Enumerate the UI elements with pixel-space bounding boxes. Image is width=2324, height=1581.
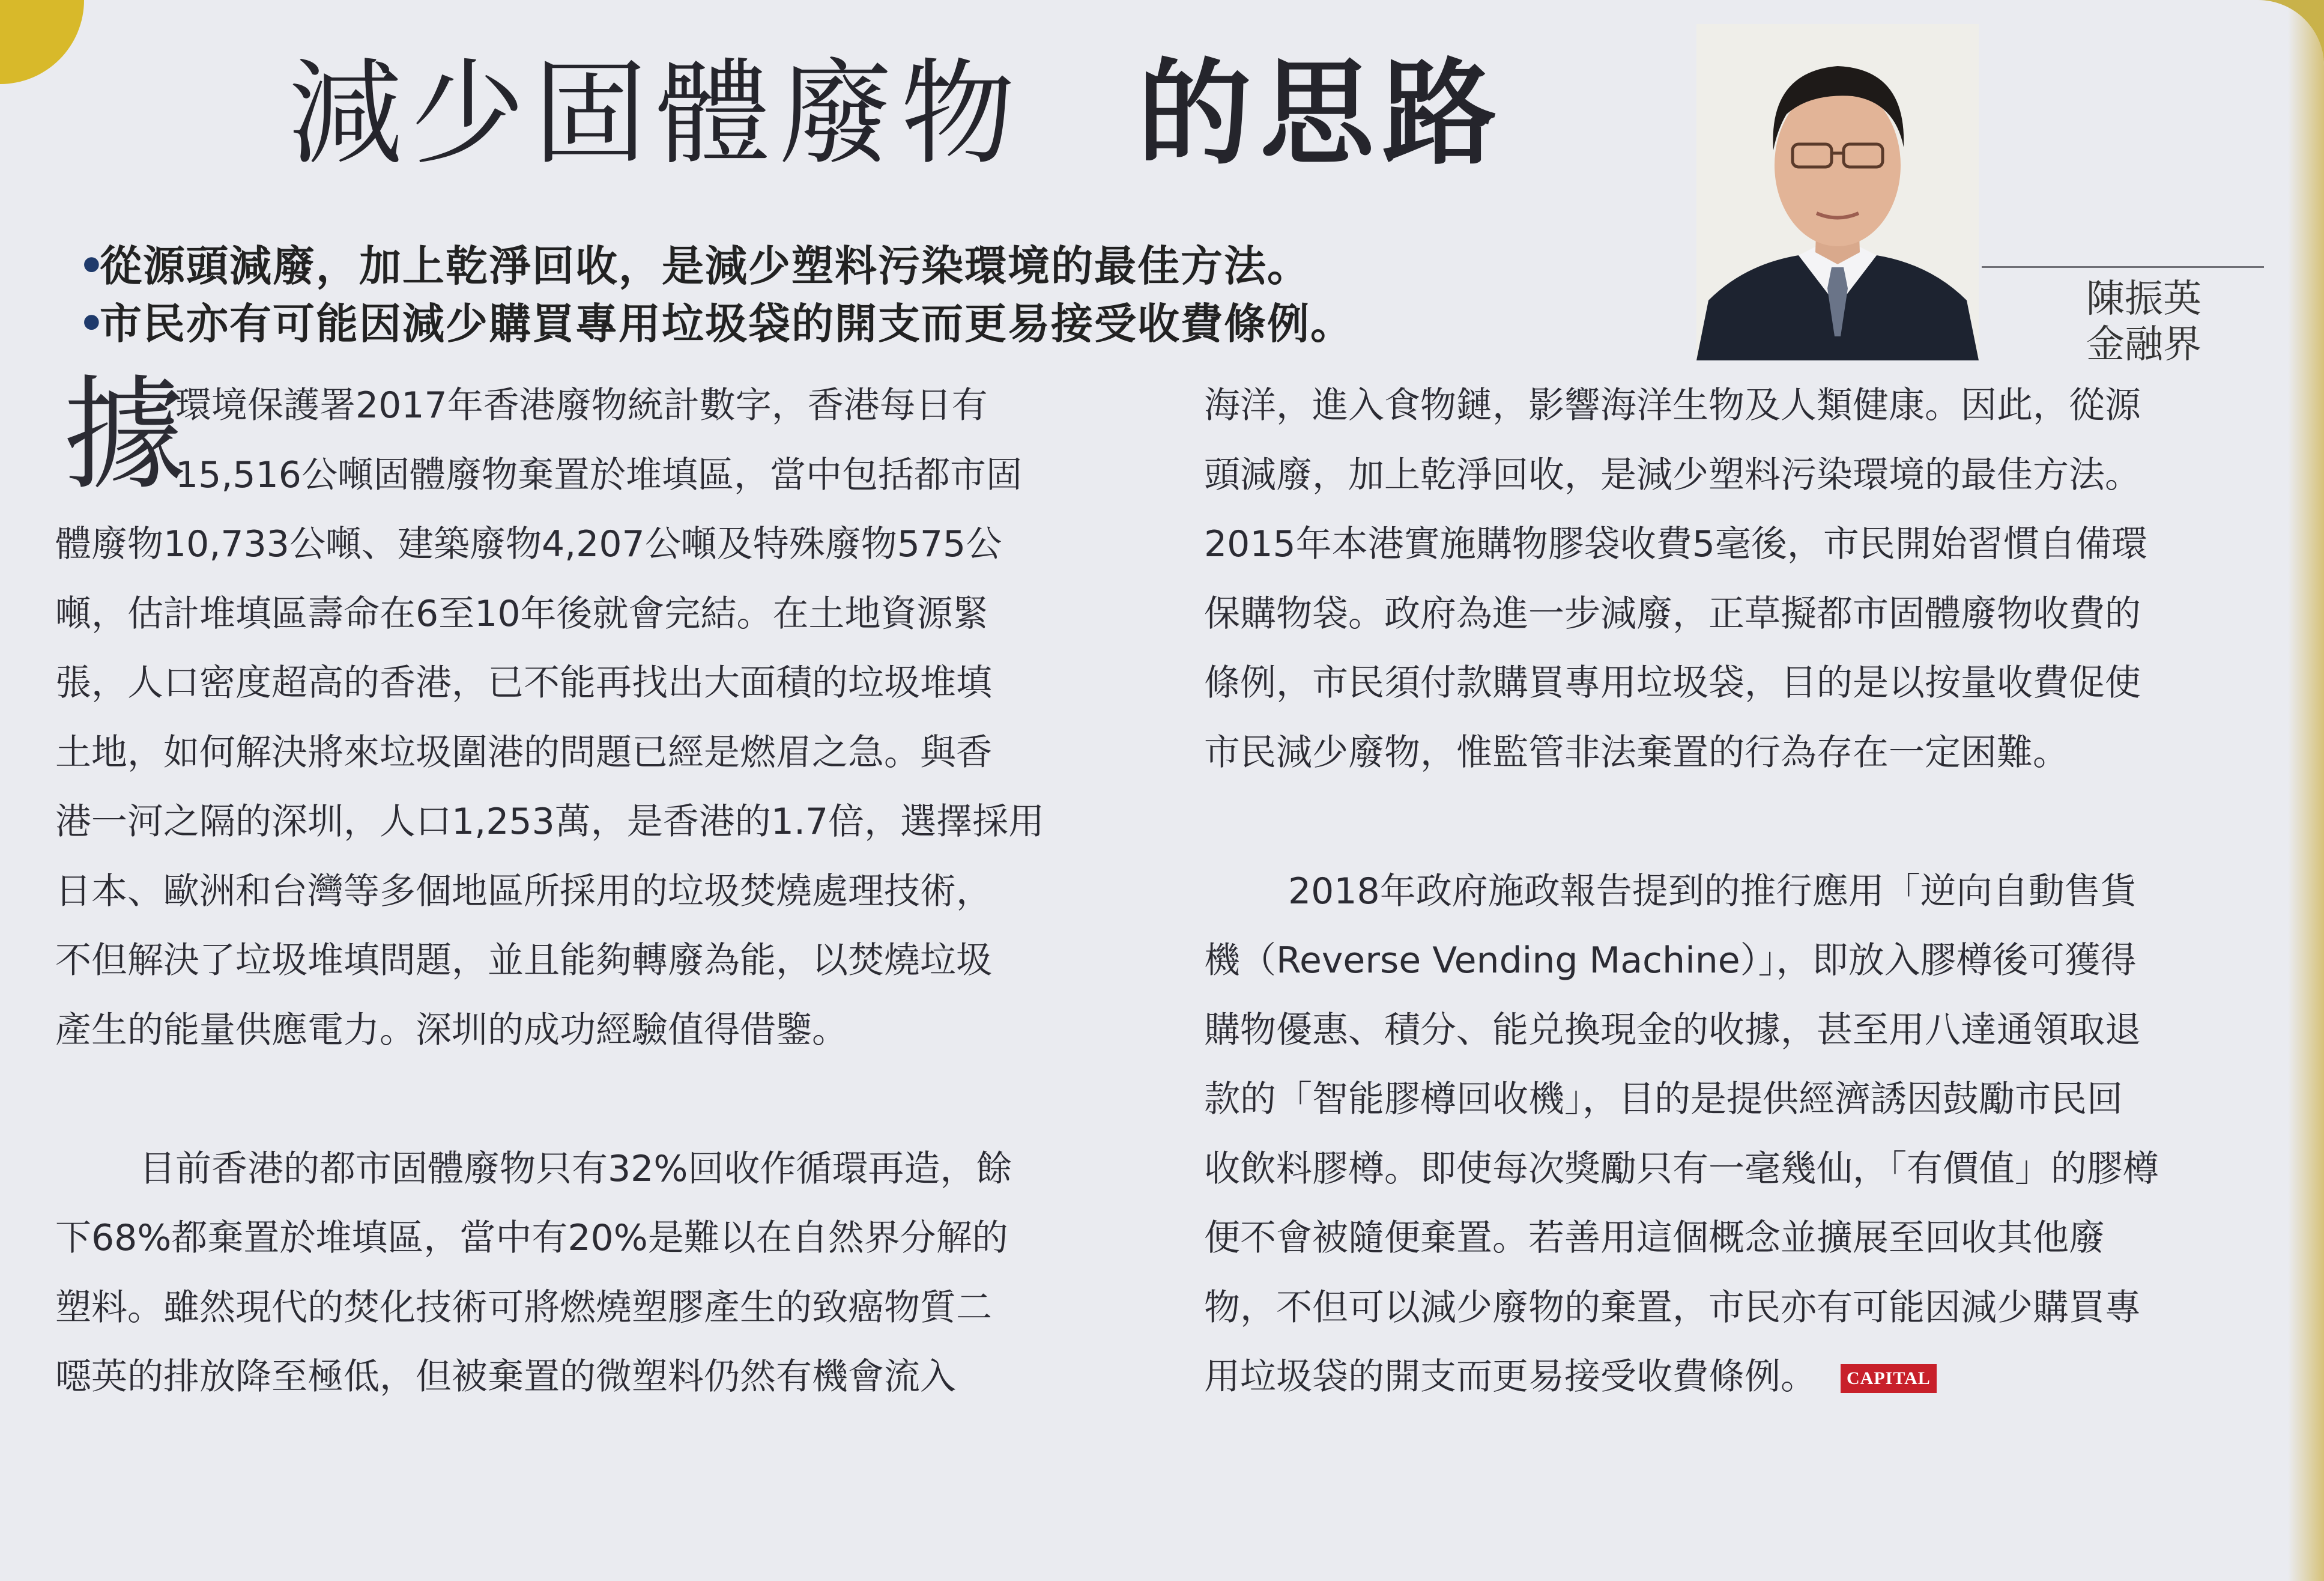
drop-cap: 據 (63, 364, 186, 507)
text-line: 收飲料膠樽。即使每次獎勵只有一毫幾仙，「有價值」的膠樽 (1204, 1147, 2159, 1190)
text-line: 款的「智能膠樽回收機」，目的是提供經濟誘因鼓勵市民回 (1204, 1078, 2123, 1120)
text-line: 15,516公噸固體廢物棄置於堆填區，當中包括都市固 (175, 454, 1022, 496)
author-title: 金融界 (2086, 323, 2201, 367)
bullet-text: 從源頭減廢，加上乾淨回收，是減少塑料污染環境的最佳方法。 (100, 241, 1310, 291)
title-part-1: 減少固體廢物 (288, 47, 1024, 180)
article-column-left (55, 364, 1118, 1412)
title-part-2: 的思路 (1137, 47, 1505, 180)
text-line: 張，人口密度超高的香港，已不能再找出大面積的垃圾堆填 (55, 662, 992, 704)
text-line: 目前香港的都市固體廢物只有32%回收作循環再造，餘 (139, 1147, 1012, 1190)
bullet-text: 市民亦有可能因減少購買專用垃圾袋的開支而更易接受收費條例。 (100, 299, 1354, 348)
text-line: 塑料。雖然現代的焚化技術可將燃燒塑膠產生的致癌物質二 (55, 1286, 992, 1329)
text-line: 噁英的排放降至極低，但被棄置的微塑料仍然有機會流入 (55, 1356, 956, 1398)
text-line: 機（Reverse Vending Machine）」，即放入膠樽後可獲得 (1204, 939, 2137, 982)
text-line: 購物優惠、積分、能兑換現金的收據，甚至用八達通領取退 (1204, 1009, 2141, 1051)
author-name: 陳振英 (2086, 277, 2201, 321)
capital-logo: CAPITAL (1841, 1364, 1937, 1393)
text-line: 2018年政府施政報告提到的推行應用「逆向自動售貨 (1288, 870, 2137, 912)
text-line: 頭減廢，加上乾淨回收，是減少塑料污染環境的最佳方法。 (1204, 454, 2141, 496)
text-line: 市民減少廢物，惟監管非法棄置的行為存在一定困難。 (1204, 731, 2069, 774)
text-line: 產生的能量供應電力。深圳的成功經驗值得借鑒。 (55, 1009, 848, 1051)
text-line: 港一河之隔的深圳，人口1,253萬，是香港的1.7倍，選擇採用 (55, 801, 1045, 843)
text-line: 土地，如何解決將來垃圾圍港的問題已經是燃眉之急。與香 (55, 731, 992, 774)
text-line: 噸，估計堆填區壽命在6至10年後就會完結。在土地資源緊 (55, 592, 989, 635)
author-portrait (1696, 24, 1979, 360)
author-byline (2066, 276, 2222, 368)
paragraph-gap (1204, 787, 2261, 857)
summary-bullet (78, 237, 1354, 295)
bullet-dot-icon: • (78, 299, 106, 348)
text-line: 保購物袋。政府為進一步減廢，正草擬都市固體廢物收費的 (1204, 592, 2141, 635)
article-title (288, 42, 1505, 186)
text-line: 便不會被隨便棄置。若善用這個概念並擴展至回收其他廢 (1204, 1217, 2105, 1259)
summary-bullets (78, 237, 1354, 353)
text-line: 海洋，進入食物鏈，影響海洋生物及人類健康。因此，從源 (1204, 384, 2141, 426)
text-line: 下68%都棄置於堆填區，當中有20%是難以在自然界分解的 (55, 1217, 1008, 1259)
author-divider (1982, 266, 2264, 268)
text-line-content: 用垃圾袋的開支而更易接受收費條例。 (1204, 1356, 1817, 1398)
yellow-corner-background (0, 0, 84, 84)
article-column-right (1204, 371, 2261, 1412)
text-line: 物，不但可以減少廢物的棄置，市民亦有可能因減少購買專 (1204, 1286, 2141, 1329)
text-line-last (1204, 1343, 2261, 1412)
text-line: 環境保護署2017年香港廢物統計數字，香港每日有 (175, 384, 988, 426)
text-line: 2015年本港實施購物膠袋收費5毫後，市民開始習慣自備環 (1204, 523, 2147, 565)
portrait-illustration (1696, 24, 1979, 360)
text-line: 不但解決了垃圾堆填問題，並且能夠轉廢為能，以焚燒垃圾 (55, 939, 992, 982)
text-line: 條例，市民須付款購買專用垃圾袋，目的是以按量收費促使 (1204, 662, 2141, 704)
summary-bullet (78, 295, 1354, 353)
bullet-dot-icon: • (78, 241, 106, 291)
page-edge-shadow (2288, 0, 2324, 1581)
paragraph-gap (55, 1065, 1118, 1135)
text-line: 日本、歐洲和台灣等多個地區所採用的垃圾焚燒處理技術， (55, 870, 992, 912)
text-line: 體廢物10,733公噸、建築廢物4,207公噸及特殊廢物575公 (55, 523, 1002, 565)
